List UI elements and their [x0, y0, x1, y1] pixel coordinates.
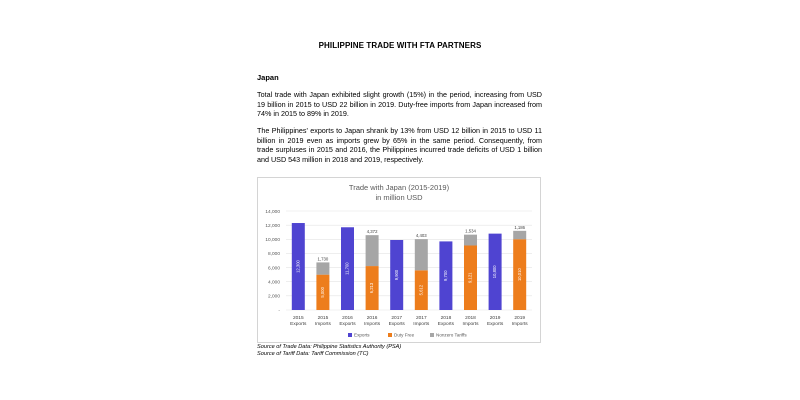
- x-tick-type: Exports: [437, 322, 455, 327]
- y-tick-label: 8,000: [267, 252, 280, 258]
- legend-label: Duty Free: [394, 332, 415, 338]
- data-label: 1,730: [317, 256, 329, 262]
- x-tick-type: Imports: [462, 322, 479, 327]
- y-tick-label: 6,000: [267, 266, 280, 272]
- chart-title-line: Trade with Japan (2015-2019): [348, 183, 450, 192]
- x-tick-year: 2017: [415, 316, 427, 321]
- data-label: 9,900: [393, 269, 399, 281]
- data-label: 4,372: [366, 229, 378, 235]
- x-tick-type: Imports: [364, 322, 381, 327]
- data-label: 11,700: [344, 262, 350, 275]
- y-tick-label: -: [278, 308, 280, 314]
- bar-nonzero-tariffs: [415, 239, 428, 270]
- paragraph-trade-summary: Total trade with Japan exhibited slight growth (15%) in the period, increasing from USD 19 billion in 2015 to USD 22 billion in 2019. Duty-free imports from Japan increased from 74% in 2015 to 89% in 2019.: [257, 90, 542, 119]
- chart-title-line: in million USD: [375, 193, 423, 202]
- x-tick-year: 2018: [440, 316, 452, 321]
- x-tick-year: 2016: [342, 316, 353, 321]
- page-title: PHILIPPINE TRADE WITH FTA PARTNERS: [318, 41, 482, 50]
- data-label: 6,213: [369, 282, 375, 294]
- data-label: 10,800: [492, 265, 498, 279]
- x-tick-type: Imports: [413, 322, 430, 327]
- x-tick-year: 2016: [366, 316, 378, 321]
- trade-chart-svg: [258, 178, 540, 342]
- y-tick-label: 4,000: [267, 280, 280, 286]
- x-tick-type: Exports: [388, 322, 405, 327]
- legend-label: Exports: [354, 332, 370, 338]
- y-tick-label: 2,000: [267, 294, 280, 300]
- x-tick-type: Exports: [339, 322, 356, 327]
- data-label: 10,010: [516, 268, 522, 282]
- x-tick-year: 2018: [465, 316, 476, 321]
- source-trade-data: Source of Trade Data: Philippine Statistics Authority (PSA): [257, 344, 402, 350]
- legend-swatch: [388, 333, 392, 337]
- x-tick-type: Exports: [290, 322, 307, 327]
- section-heading: Japan: [257, 73, 279, 82]
- x-tick-year: 2019: [514, 316, 526, 321]
- x-tick-year: 2015: [292, 316, 304, 321]
- legend-swatch: [348, 333, 352, 337]
- data-label: 1,534: [465, 228, 476, 234]
- trade-chart: [257, 177, 541, 343]
- bar-nonzero-tariffs: [366, 235, 379, 266]
- y-tick-label: 10,000: [265, 238, 280, 244]
- data-label: 1,186: [514, 224, 526, 230]
- y-tick-label: 12,000: [265, 223, 280, 229]
- data-label: 5,000: [320, 287, 326, 298]
- legend-label: Nonzero Tariffs: [436, 332, 467, 338]
- legend-swatch: [430, 333, 434, 337]
- bar-nonzero-tariffs: [464, 235, 477, 246]
- data-label: 9,700: [443, 270, 449, 281]
- paragraph-exports-imports: The Philippines' exports to Japan shrank by 13% from USD 12 billion in 2015 to USD 11 billion in 2019 even as imports grew by 65% in the same period. Consequently, from trade surpluses in 2015 and 2016, the Philippines incurred trade deficits of USD 1 billion and USD 543 million in 2018 and 2019, respectively.: [257, 126, 542, 164]
- source-tariff-data: Source of Tariff Data: Tariff Commission (TC): [257, 351, 369, 357]
- data-label: 12,300: [295, 260, 301, 273]
- x-tick-year: 2019: [489, 316, 501, 321]
- x-tick-year: 2017: [391, 316, 403, 321]
- bar-nonzero-tariffs: [513, 231, 526, 239]
- data-label: 9,121: [467, 272, 473, 283]
- bar-nonzero-tariffs: [316, 262, 329, 274]
- data-label: 5,612: [418, 284, 424, 296]
- x-tick-type: Imports: [511, 322, 528, 327]
- data-label: 4,403: [415, 233, 427, 239]
- x-tick-type: Imports: [314, 322, 331, 327]
- x-tick-year: 2015: [317, 316, 329, 321]
- y-tick-label: 14,000: [265, 209, 280, 215]
- x-tick-type: Exports: [486, 322, 504, 327]
